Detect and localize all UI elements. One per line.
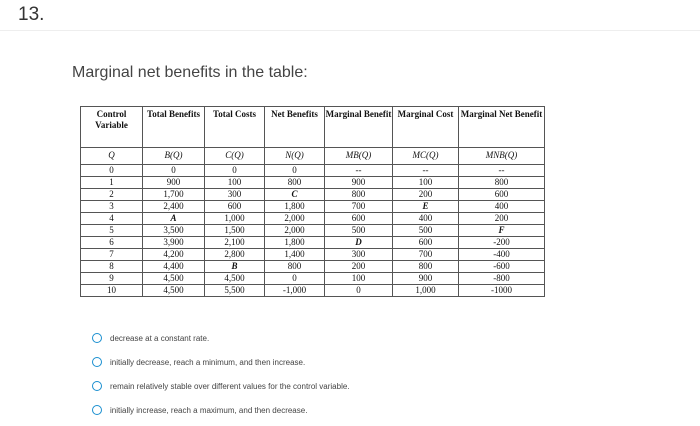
table-cell: 100 [325, 273, 393, 285]
table-cell: 4,500 [205, 273, 265, 285]
question-number: 13. [18, 4, 45, 25]
column-symbol: MNB(Q) [459, 148, 545, 165]
table-symbol-row [81, 148, 545, 165]
table-cell: 2 [81, 189, 143, 201]
table-cell: 0 [265, 273, 325, 285]
table-cell: 800 [393, 261, 459, 273]
table-cell: 600 [459, 189, 545, 201]
answer-option-label: decrease at a constant rate. [110, 333, 210, 343]
table-cell: -1,000 [265, 285, 325, 297]
table-cell: 0 [265, 165, 325, 177]
table-cell: 500 [325, 225, 393, 237]
table-cell: 100 [393, 177, 459, 189]
table-row [81, 225, 545, 237]
radio-button-icon[interactable] [92, 357, 102, 367]
table-row [81, 273, 545, 285]
table-cell: 4 [81, 213, 143, 225]
table-cell: 0 [81, 165, 143, 177]
data-table [80, 106, 545, 297]
table-cell: 3,500 [143, 225, 205, 237]
table-cell: 2,000 [265, 225, 325, 237]
table-cell: F [459, 225, 545, 237]
radio-button-icon[interactable] [92, 333, 102, 343]
column-symbol: MC(Q) [393, 148, 459, 165]
table-cell: 2,000 [265, 213, 325, 225]
answer-option-label: initially increase, reach a maximum, and then decrease. [110, 405, 308, 415]
table-cell: -- [393, 165, 459, 177]
table-cell: 400 [459, 201, 545, 213]
table-cell: E [393, 201, 459, 213]
column-symbol: N(Q) [265, 148, 325, 165]
table-cell: 1,500 [205, 225, 265, 237]
table-cell: 0 [325, 285, 393, 297]
answer-option[interactable] [92, 326, 652, 350]
table-cell: 6 [81, 237, 143, 249]
table-cell: 3,900 [143, 237, 205, 249]
divider [0, 30, 700, 31]
table-cell: 10 [81, 285, 143, 297]
table-cell: 4,200 [143, 249, 205, 261]
table-cell: C [265, 189, 325, 201]
column-symbol: C(Q) [205, 148, 265, 165]
table-row [81, 285, 545, 297]
table-cell: 1,400 [265, 249, 325, 261]
table-cell: 0 [143, 165, 205, 177]
column-symbol: B(Q) [143, 148, 205, 165]
column-header: Net Benefits [265, 107, 325, 148]
table-cell: 600 [325, 213, 393, 225]
table-cell: -200 [459, 237, 545, 249]
radio-button-icon[interactable] [92, 405, 102, 415]
answer-options [92, 326, 652, 422]
table-row [81, 201, 545, 213]
table-cell: 100 [205, 177, 265, 189]
table-cell: B [205, 261, 265, 273]
answer-option-label: remain relatively stable over different values for the control variable. [110, 381, 350, 391]
column-header: Marginal Net Benefit [459, 107, 545, 148]
answer-option[interactable] [92, 350, 652, 374]
table-cell: 1,000 [205, 213, 265, 225]
table-cell: 1,800 [265, 237, 325, 249]
table-cell: 800 [265, 177, 325, 189]
table-cell: -- [325, 165, 393, 177]
table-cell: 7 [81, 249, 143, 261]
table-cell: 0 [205, 165, 265, 177]
column-header: Marginal Benefit [325, 107, 393, 148]
table-cell: A [143, 213, 205, 225]
table-cell: 300 [205, 189, 265, 201]
table-cell: 800 [265, 261, 325, 273]
table-cell: 600 [205, 201, 265, 213]
table-cell: 900 [325, 177, 393, 189]
table-row [81, 165, 545, 177]
column-symbol: Q [81, 148, 143, 165]
table-row [81, 261, 545, 273]
table-row [81, 213, 545, 225]
table-row [81, 177, 545, 189]
table-cell: 4,400 [143, 261, 205, 273]
table-cell: 600 [393, 237, 459, 249]
table-cell: 2,800 [205, 249, 265, 261]
table-cell: 300 [325, 249, 393, 261]
column-header: Marginal Cost [393, 107, 459, 148]
table-cell: -600 [459, 261, 545, 273]
table-cell: 1,700 [143, 189, 205, 201]
table-cell: 1,000 [393, 285, 459, 297]
column-header: Total Costs [205, 107, 265, 148]
column-header: Control Variable [81, 107, 143, 148]
table-cell: 200 [325, 261, 393, 273]
table-cell: 1,800 [265, 201, 325, 213]
table-cell: 5 [81, 225, 143, 237]
table-cell: 800 [325, 189, 393, 201]
table-cell: 700 [325, 201, 393, 213]
table-cell: 3 [81, 201, 143, 213]
answer-option[interactable] [92, 398, 652, 422]
table-cell: 1 [81, 177, 143, 189]
table-header-row [81, 107, 545, 148]
table-cell: 400 [393, 213, 459, 225]
table-cell: -1000 [459, 285, 545, 297]
table-cell: 800 [459, 177, 545, 189]
column-symbol: MB(Q) [325, 148, 393, 165]
table-cell: 9 [81, 273, 143, 285]
table-cell: -- [459, 165, 545, 177]
question-prompt: Marginal net benefits in the table: [72, 64, 308, 81]
table-cell: 200 [459, 213, 545, 225]
table-row [81, 249, 545, 261]
answer-option-label: initially decrease, reach a minimum, and then increase. [110, 357, 306, 367]
table-cell: 2,400 [143, 201, 205, 213]
table-row [81, 189, 545, 201]
table-cell: D [325, 237, 393, 249]
column-header: Total Benefits [143, 107, 205, 148]
table-cell: 5,500 [205, 285, 265, 297]
table-cell: 4,500 [143, 273, 205, 285]
table-row [81, 237, 545, 249]
table-cell: 200 [393, 189, 459, 201]
table-cell: 900 [143, 177, 205, 189]
table-cell: 4,500 [143, 285, 205, 297]
table-cell: 2,100 [205, 237, 265, 249]
table-cell: -800 [459, 273, 545, 285]
table-cell: 700 [393, 249, 459, 261]
table-cell: 500 [393, 225, 459, 237]
radio-button-icon[interactable] [92, 381, 102, 391]
table-cell: 900 [393, 273, 459, 285]
table-cell: -400 [459, 249, 545, 261]
table-cell: 8 [81, 261, 143, 273]
answer-option[interactable] [92, 374, 652, 398]
